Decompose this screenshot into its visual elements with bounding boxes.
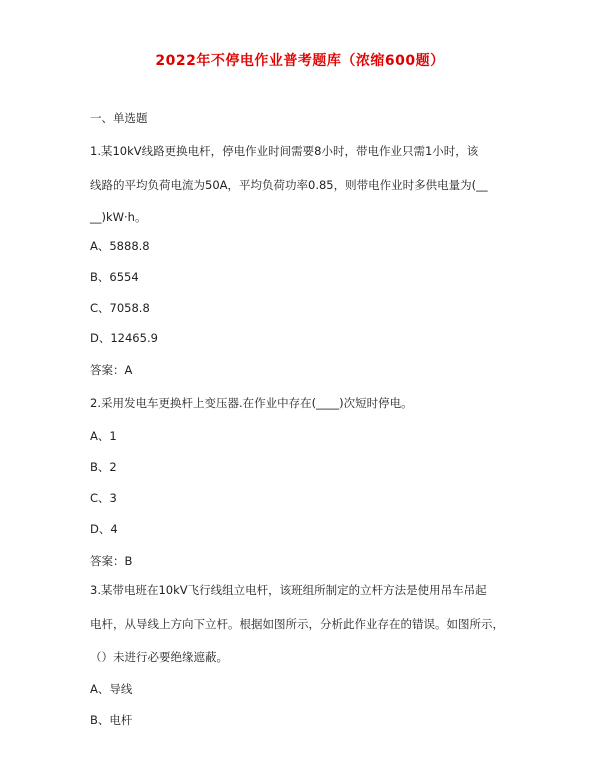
question-2-answer: 答案：B [90,554,133,568]
question-2-option-d: D、4 [90,522,118,536]
section-heading: 一、单选题 [90,111,148,125]
document-title: 2022年不停电作业普考题库（浓缩600题） [155,53,445,69]
question-1-line-1: 1.某10kV线路更换电杆，停电作业时间需要8小时，带电作业只需1小时，该 [90,144,479,158]
question-1-option-c: C、7058.8 [90,301,150,315]
question-3-option-b: B、电杆 [90,713,133,727]
question-3-option-a: A、导线 [90,682,133,696]
question-2-option-a: A、1 [90,429,117,443]
question-1-option-b: B、6554 [90,270,139,284]
question-1-line-3: __)kW·h。 [90,210,147,224]
question-2-line-1: 2.采用发电车更换杆上变压器.在作业中存在(____)次短时停电。 [90,396,413,410]
question-1-answer: 答案：A [90,363,133,377]
question-1-option-d: D、12465.9 [90,331,158,345]
question-3-line-2: 电杆，从导线上方向下立杆。根据如图所示，分析此作业存在的错误。如图所示， [90,617,504,631]
question-3-line-3: （）未进行必要绝缘遮蔽。 [90,650,228,664]
question-1-line-2: 线路的平均负荷电流为50A，平均负荷功率0.85，则带电作业时多供电量为(__ [90,178,488,192]
question-3-line-1: 3.某带电班在10kV飞行线组立电杆，该班组所制定的立杆方法是使用吊车吊起 [90,583,487,597]
question-2-option-c: C、3 [90,491,117,505]
question-1-option-a: A、5888.8 [90,239,150,253]
question-2-option-b: B、2 [90,460,117,474]
